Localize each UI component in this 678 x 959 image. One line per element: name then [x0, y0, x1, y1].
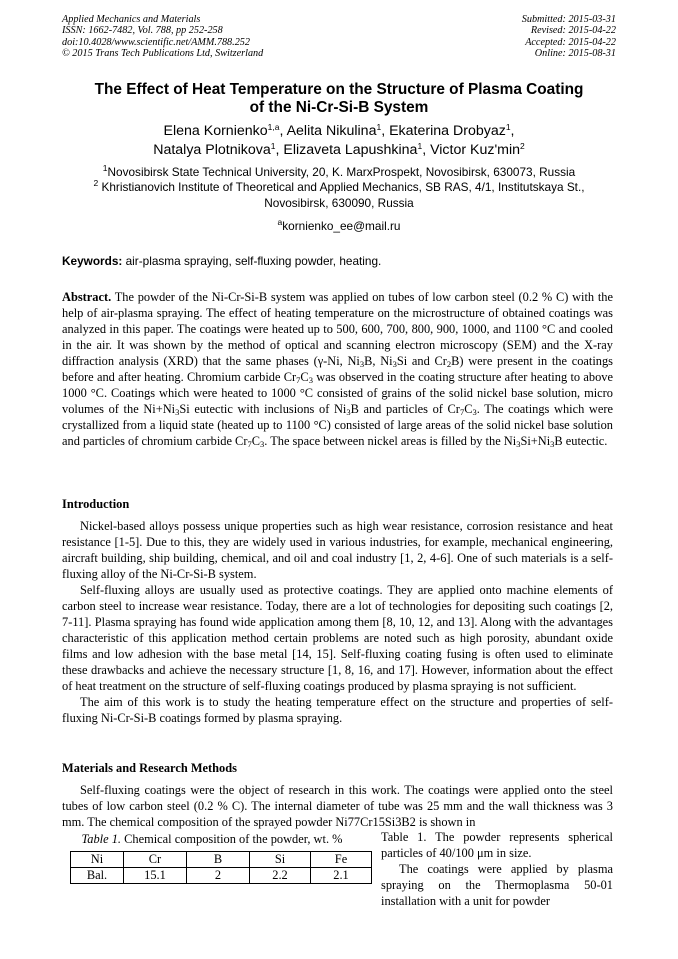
affiliation-mark: 2	[93, 178, 99, 189]
author-separator: ,	[510, 123, 515, 139]
table-caption-label: Table 1.	[81, 832, 121, 846]
paper-title	[40, 81, 638, 117]
author-line-2	[40, 141, 638, 160]
email-mark: a	[277, 217, 283, 227]
materials-body	[62, 782, 613, 830]
keywords-text: air-plasma spraying, self-fluxing powder, heating.	[125, 254, 382, 268]
materials-body-continued	[381, 829, 613, 909]
keywords	[62, 254, 381, 268]
title-line-2: of the Ni-Cr-Si-B System	[249, 99, 429, 116]
author-list	[40, 122, 638, 160]
introduction-body	[62, 518, 613, 726]
table-row	[71, 868, 372, 884]
affiliation-text: Khristianovich Institute of Theoretical and Applied Mechanics, SB RAS, 4/1, Institutskaya St.,	[101, 180, 585, 195]
author-separator: ,	[275, 142, 284, 158]
table-cell: 2.1	[311, 868, 372, 884]
table-caption	[62, 832, 362, 847]
keywords-label: Keywords:	[62, 254, 123, 268]
author-name: Ekaterina Drobyaz	[389, 123, 506, 139]
date-accepted: Accepted: 2015-04-22	[525, 36, 616, 48]
author-name: Natalya Plotnikova	[153, 142, 271, 158]
author-name: Elena Kornienko	[163, 123, 268, 139]
table-header-cell: Fe	[311, 852, 372, 868]
abstract	[62, 289, 613, 449]
author-affiliation-mark: 2	[520, 141, 525, 151]
table-header-row	[71, 852, 372, 868]
submission-dates	[522, 14, 616, 60]
introduction-heading: Introduction	[62, 497, 130, 511]
paragraph: Nickel-based alloys possess unique properties such as high wear resistance, corrosion resistance and heat resistance [1-5]. Due to this, they are widely used in various industries, for example, mechanical engineering, aircraft building, ship building, chemical, and oil and coal industry [1, 2, 4-6]. One of such materials is a self-fluxing alloy of the Ni-Cr-Si-B system.	[62, 519, 613, 581]
affiliation-mark: 1	[102, 163, 108, 173]
table-cell: Bal.	[71, 868, 124, 884]
abstract-paragraph: Abstract. The powder of the Ni-Cr-Si-B system was applied on tubes of low carbon steel (0.2 % C) with the help of air-plasma spraying. The effect of heating temperature on the microstructure of obtained coatings was analyzed in this paper. The coatings were heated up to 500, 600, 700, 800, 900, 1000, and 1100 °C and cooled in the air. It was shown by the method of optical and scanning electron microscopy (SEM) and the X-ray diffraction analysis (XRD) that the same phases (γ-Ni, $Ni_3B$, $Ni_3Si$ and $Cr_2B$) were present in the coatings before and after heating. Chromium carbide $Cr_7C_3$ was observed in the coating structure after heating to above 1000 °C. Coatings which were heated to 1000 °C consisted of grains of the solid nickel base solution, micro volumes of the $Ni+Ni_3Si$ eutectic with inclusions of $Ni_3B$ and particles of $Cr_7C_3$. The coatings which were crystallized from a liquid state (heated up to 1100 °C) consisted of large areas of the solid nickel base solution and particles of chromium carbide $Cr_7C_3$. The space between nickel areas is filled by the $Ni_3Si+Ni_3B$ eutectic.	[62, 290, 613, 449]
composition-table	[70, 851, 372, 884]
corresponding-email[interactable]	[40, 219, 638, 233]
title-line-1: The Effect of Heat Temperature on the Structure of Plasma Coating	[94, 81, 584, 98]
author-separator: ,	[381, 123, 390, 139]
date-online: Online: 2015-08-31	[534, 48, 616, 60]
table-cell: 2	[187, 868, 250, 884]
materials-heading: Materials and Research Methods	[62, 761, 237, 775]
affiliation-2	[40, 180, 638, 195]
journal-doi: doi:10.4028/www.scientific.net/AMM.788.252	[62, 36, 250, 48]
journal-copyright: © 2015 Trans Tech Publications Ltd, Switzerland	[62, 48, 264, 60]
table-header-cell: Ni	[71, 852, 124, 868]
abstract-label: Abstract.	[62, 290, 112, 304]
table-header-cell: B	[187, 852, 250, 868]
author-name: Victor Kuz'min	[430, 142, 521, 158]
journal-name: Applied Mechanics and Materials	[62, 14, 201, 25]
table-header-cell: Cr	[124, 852, 187, 868]
date-revised: Revised: 2015-04-22	[530, 25, 616, 37]
author-affiliation-mark: 1,a	[267, 122, 280, 132]
affiliation-1	[40, 165, 638, 180]
table-caption-text: Chemical composition of the powder, wt. %	[124, 832, 343, 846]
journal-issn: ISSN: 1662-7482, Vol. 788, pp 252-258	[62, 25, 223, 37]
paragraph: The coatings were applied by plasma spraying on the Thermoplasma 50-01 installation with a unit for powder	[381, 862, 613, 908]
author-affiliation-mark: 1	[270, 141, 276, 151]
table-header-cell: Si	[250, 852, 311, 868]
author-separator: ,	[279, 123, 287, 139]
paragraph: Table 1. The powder represents spherical particles of 40/100 μm in size.	[381, 830, 613, 860]
journal-info	[62, 14, 263, 60]
affiliation-2-cont: Novosibirsk, 630090, Russia	[264, 195, 414, 210]
email-address[interactable]: kornienko_ee@mail.ru	[282, 219, 401, 233]
author-name: Aelita Nikulina	[286, 123, 377, 139]
author-name: Elizaveta Lapushkina	[283, 142, 418, 158]
affiliation-text: Novosibirsk State Technical University, 20, K. MarxProspekt, Novosibirsk, 630073, Russia	[107, 165, 576, 179]
author-affiliation-mark: 1	[505, 122, 511, 132]
author-line-1	[40, 122, 638, 141]
affiliations	[40, 165, 638, 211]
author-separator: ,	[422, 142, 431, 158]
date-submitted: Submitted: 2015-03-31	[521, 14, 616, 25]
paragraph: Self-fluxing alloys are usually used as protective coatings. They are applied onto machine elements of carbon steel to increase wear resistance. Today, there are a lot of technologies for depositing such coatings [2, 7-11]. Plasma spraying has found wide application among them [8, 10, 12, and 13]. Along with the advantages characteristic of this application method certain problems are noted such as high porosity, abundant oxide films and low adhesion with the base metal [14, 15]. Self-fluxing coating fusing is often used to eliminate these drawbacks and achieve the necessary structure [1, 8, 16, and 17]. However, information about the effect of heat treatment on the structure of self-fluxing coatings produced by plasma spraying is not sufficient.	[62, 583, 613, 693]
paragraph: Self-fluxing coatings were the object of research in this work. The coatings were applied onto the steel tubes of low carbon steel (0.2 % C). The internal diameter of tube was 25 mm and the wall thickness was 3 mm. The chemical composition of the sprayed powder Ni77Cr15Si3B2 is shown in	[62, 783, 613, 829]
table-cell: 15.1	[124, 868, 187, 884]
author-affiliation-mark: 1	[417, 141, 423, 151]
author-affiliation-mark: 1	[376, 122, 382, 132]
paragraph: The aim of this work is to study the heating temperature effect on the structure and properties of self-fluxing Ni-Cr-Si-B coatings formed by plasma spraying.	[62, 695, 613, 725]
table-cell: 2.2	[250, 868, 311, 884]
